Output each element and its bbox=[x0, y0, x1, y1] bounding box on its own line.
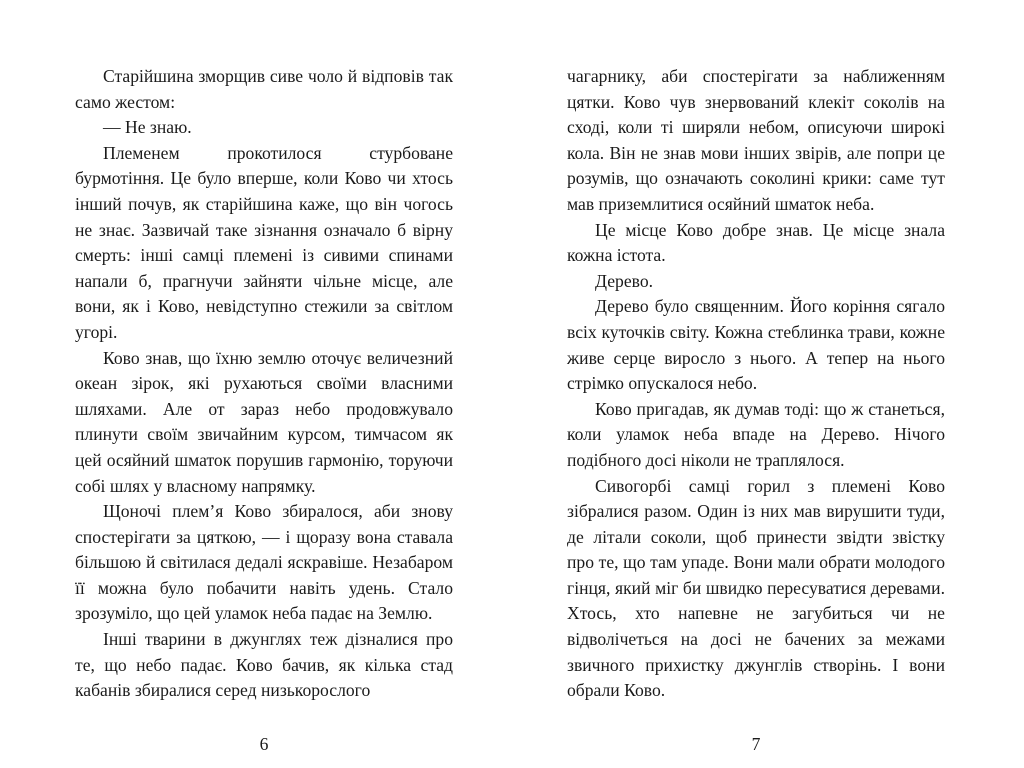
paragraph: — Не знаю. bbox=[103, 117, 192, 138]
page-number-right: 7 bbox=[751, 734, 761, 754]
paragraph: Ково пригадав, як думав тоді: що ж станеться, коли уламок неба впаде на Дерево. Нічого подібного досі ніколи не траплялося. bbox=[567, 398, 945, 470]
paragraph: Інші тварини в джунглях теж дізналися про те, що небо падає. Ково бачив, як кілька стад кабанів збиралися серед низькорослого bbox=[75, 629, 453, 701]
paragraph: Це місце Ково добре знав. Це місце знала кожна істота. bbox=[567, 219, 945, 266]
paragraph: Дерево було священним. Його коріння сягало всіх куточків світу. Кожна стеблинка трави, кожне живе серце виросло з нього. А тепер на нього стрімко опускалося небо. bbox=[567, 296, 945, 394]
paragraph: Щоночі плем’я Ково збиралося, аби знову спостерігати за цяткою, — і щоразу вона ставала більшою й світилася дедалі яскравіше. Незабаром її можна було побачити навіть удень. Стало зрозуміло, що цей уламок неба падає на Землю. bbox=[75, 501, 453, 624]
paragraph: Старійшина зморщив сиве чоло й відповів так само жестом: bbox=[75, 66, 453, 112]
left-page bbox=[75, 64, 453, 704]
paragraph: Племенем прокотилося стурбоване бурмотіння. Це було вперше, коли Ково чи хтось інший почув, як старійшина каже, що він чогось не знає. Зазвичай таке зізнання означало б вірну смерть: інші самці племені із сивими спинами напали б, прагнучи зайняти чільне місце, але вони, як і Ково, невідступно стежили за світлом угорі. bbox=[75, 142, 453, 342]
paragraph: Дерево. bbox=[595, 270, 654, 291]
paragraph: Сивогорбі самці горил з племені Ково зібралися разом. Один із них мав вирушити туди, де літали соколи, щоб принести звідти звістку про те, що там упаде. Вони мали обрати молодого гінця, який міг би швидко пересуватися деревами. Хтось, хто напевне не загубиться чи не відволічеться на досі не бачених за межами звичного прихистку джунглів створінь. І вони обрали Ково. bbox=[567, 475, 945, 701]
paragraph: Ково знав, що їхню землю оточує величезний океан зірок, які рухаються своїми власними шляхами. Але от зараз небо продовжувало плинути своїм звичайним курсом, тимчасом як цей осяйний шматок порушив гармонію, торуючи собі шлях у власному напрямку. bbox=[75, 347, 453, 496]
paragraph: чагарнику, аби спостерігати за наближенням цятки. Ково чув знервований клекіт соколів на сході, коли ті ширяли небом, описуючи широкі кола. Він не знав мови інших звірів, але попри це розумів, що означають соколині крики: саме тут мав приземлитися осяйний шматок неба. bbox=[567, 66, 945, 214]
right-page bbox=[567, 64, 945, 704]
page-number-left: 6 bbox=[259, 734, 269, 754]
